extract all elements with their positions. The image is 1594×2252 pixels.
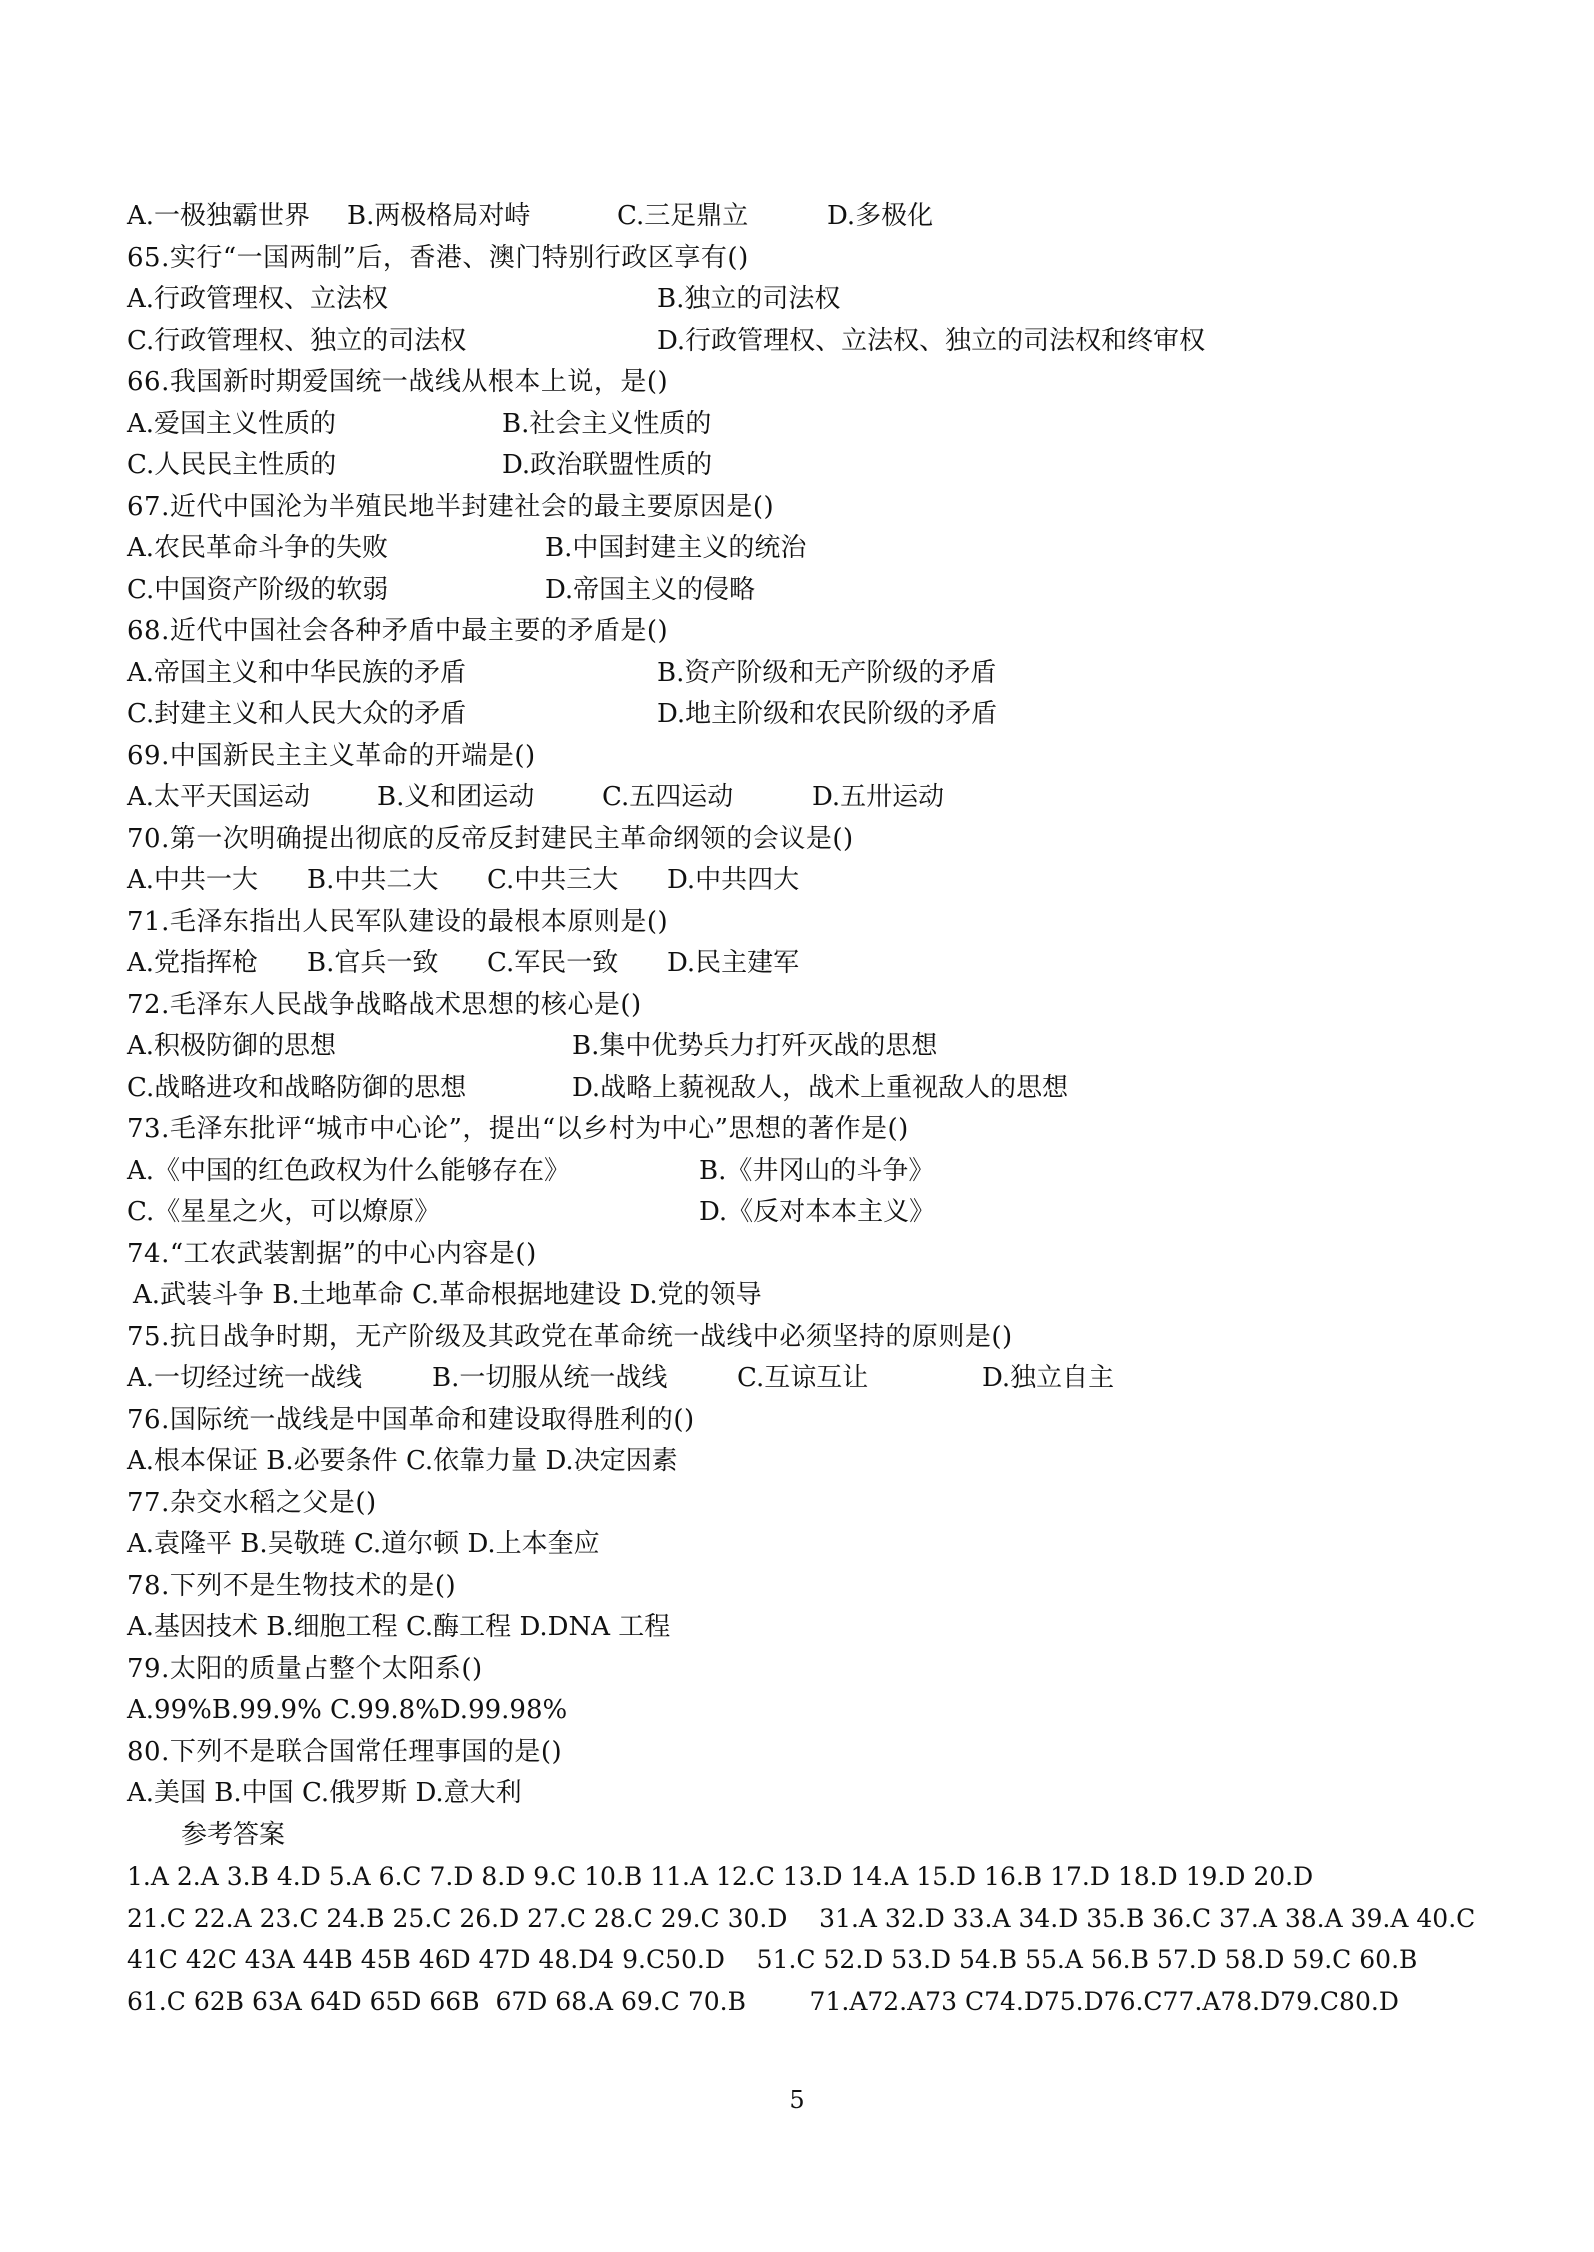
- option-text: B.《井冈山的斗争》: [699, 1155, 935, 1186]
- option-text: C.《星星之火，可以燎原》: [127, 1197, 441, 1227]
- option-text: B.中共二大: [307, 865, 439, 895]
- option-text: D.帝国主义的侵略: [545, 574, 756, 605]
- question-text: 71.毛泽东指出人民军队建设的最根本原则是(): [127, 906, 669, 937]
- options-row: [127, 279, 1507, 321]
- options-row: [127, 1773, 1507, 1815]
- option-text: D.五卅运动: [812, 782, 945, 812]
- options-row: [127, 1026, 1507, 1068]
- option-text: C.封建主义和人民大众的矛盾: [127, 699, 467, 729]
- page-content: [127, 196, 1507, 2022]
- option-text: A.根本保证 B.必要条件 C.依靠力量 D.决定因素: [127, 1446, 678, 1476]
- options-row: [127, 653, 1507, 695]
- question-row: [127, 238, 1507, 280]
- option-text: D.行政管理权、立法权、独立的司法权和终审权: [657, 325, 1206, 356]
- question-row: [127, 1483, 1507, 1525]
- option-text: D.战略上藐视敌人，战术上重视敌人的思想: [572, 1072, 1069, 1103]
- question-text: 76.国际统一战线是中国革命和建设取得胜利的(): [127, 1404, 695, 1435]
- question-row: [127, 1109, 1507, 1151]
- option-text: A.爱国主义性质的: [127, 408, 337, 439]
- option-text: A.99%B.99.9% C.99.8%D.99.98%: [127, 1695, 568, 1725]
- options-row: [127, 1192, 1507, 1234]
- question-row: [127, 985, 1507, 1027]
- question-row: [127, 736, 1507, 778]
- options-row: [127, 321, 1507, 363]
- option-text: A.一极独霸世界: [127, 201, 311, 231]
- options-row: [127, 943, 1507, 985]
- answer-key-heading-row: [127, 1815, 1507, 1857]
- question-text: 70.第一次明确提出彻底的反帝反封建民主革命纲领的会议是(): [127, 823, 854, 854]
- options-row: [127, 1690, 1507, 1732]
- option-text: C.人民民主性质的: [127, 450, 337, 480]
- option-text: C.三足鼎立: [617, 201, 749, 231]
- option-text: B.一切服从统一战线: [432, 1363, 668, 1393]
- question-text: 72.毛泽东人民战争战略战术思想的核心是(): [127, 989, 642, 1020]
- option-text: A.基因技术 B.细胞工程 C.酶工程 D.DNA 工程: [127, 1612, 671, 1642]
- question-text: 68.近代中国社会各种矛盾中最主要的矛盾是(): [127, 616, 669, 646]
- option-text: B.社会主义性质的: [502, 408, 712, 439]
- option-text: A.武装斗争 B.土地革命 C.革命根据地建设 D.党的领导: [133, 1280, 762, 1310]
- question-text: 67.近代中国沦为半殖民地半封建社会的最主要原因是(): [127, 491, 775, 522]
- option-text: B.义和团运动: [377, 782, 535, 812]
- question-row: [127, 1317, 1507, 1359]
- options-row: [127, 1607, 1507, 1649]
- options-row: [127, 1358, 1507, 1400]
- option-text: A.农民革命斗争的失败: [127, 533, 389, 563]
- answer-key-row: [127, 1939, 1507, 1981]
- options-row: [127, 1275, 1507, 1317]
- question-row: [127, 1566, 1507, 1608]
- option-text: B.中国封建主义的统治: [545, 533, 807, 563]
- answer-key-text: 21.C 22.A 23.C 24.B 25.C 26.D 27.C 28.C 29.C 30.D 31.A 32.D 33.A 34.D 35.B 36.C 37.A 38.A 39.A 40.C: [127, 1903, 1476, 1933]
- option-text: D.政治联盟性质的: [502, 450, 713, 480]
- answer-key-heading: 参考答案: [181, 1819, 286, 1850]
- answer-key-row: [127, 1981, 1507, 2023]
- question-text: 66.我国新时期爱国统一战线从根本上说，是(): [127, 367, 669, 397]
- options-row: [127, 404, 1507, 446]
- option-text: A.一切经过统一战线: [127, 1363, 363, 1393]
- option-text: D.民主建军: [667, 948, 800, 978]
- option-text: C.军民一致: [487, 948, 619, 978]
- question-text: 75.抗日战争时期，无产阶级及其政党在革命统一战线中必须坚持的原则是(): [127, 1321, 1013, 1352]
- question-row: [127, 487, 1507, 529]
- option-text: D.中共四大: [667, 865, 800, 895]
- option-text: C.五四运动: [602, 782, 734, 812]
- option-text: D.地主阶级和农民阶级的矛盾: [657, 699, 998, 729]
- option-text: B.集中优势兵力打歼灭战的思想: [572, 1031, 938, 1061]
- option-text: A.帝国主义和中华民族的矛盾: [127, 657, 467, 688]
- option-text: A.美国 B.中国 C.俄罗斯 D.意大利: [127, 1778, 522, 1808]
- question-text: 69.中国新民主主义革命的开端是(): [127, 740, 536, 771]
- question-text: 78.下列不是生物技术的是(): [127, 1570, 457, 1601]
- option-text: B.独立的司法权: [657, 284, 841, 314]
- options-row: [127, 1441, 1507, 1483]
- option-text: B.两极格局对峙: [347, 201, 531, 231]
- question-text: 65.实行“一国两制”后，香港、澳门特别行政区享有(): [127, 242, 749, 273]
- option-text: A.《中国的红色政权为什么能够存在》: [127, 1155, 571, 1186]
- answer-key-row: [127, 1856, 1507, 1898]
- question-text: 77.杂交水稻之父是(): [127, 1487, 377, 1518]
- option-text: B.资产阶级和无产阶级的矛盾: [657, 657, 997, 688]
- question-text: 80.下列不是联合国常任理事国的是(): [127, 1736, 563, 1767]
- option-text: C.互谅互让: [737, 1363, 869, 1393]
- question-row: [127, 1234, 1507, 1276]
- option-text: C.行政管理权、独立的司法权: [127, 325, 467, 356]
- answer-key-text: 61.C 62B 63A 64D 65D 66B 67D 68.A 69.C 70.B 71.A72.A73 C74.D75.D76.C77.A78.D79.C80.D: [127, 1986, 1399, 2016]
- options-row: [127, 1151, 1507, 1193]
- option-text: C.战略进攻和战略防御的思想: [127, 1072, 467, 1103]
- option-text: A.党指挥枪: [127, 948, 259, 978]
- options-row: [127, 445, 1507, 487]
- option-text: D.独立自主: [982, 1363, 1115, 1393]
- option-text: A.中共一大: [127, 865, 259, 895]
- answer-key-text: 41C 42C 43A 44B 45B 46D 47D 48.D4 9.C50.D 51.C 52.D 53.D 54.B 55.A 56.B 57.D 58.D 59.C 60.B: [127, 1945, 1418, 1974]
- question-row: [127, 611, 1507, 653]
- question-text: 79.太阳的质量占整个太阳系(): [127, 1653, 483, 1684]
- options-row: [127, 694, 1507, 736]
- answer-key-row: [127, 1898, 1507, 1940]
- options-row: [127, 196, 1507, 238]
- option-text: C.中共三大: [487, 865, 619, 895]
- page-number: 5: [789, 2086, 805, 2114]
- option-text: A.行政管理权、立法权: [127, 284, 389, 314]
- question-row: [127, 362, 1507, 404]
- options-row: [127, 860, 1507, 902]
- options-row: [127, 570, 1507, 612]
- option-text: A.积极防御的思想: [127, 1031, 337, 1061]
- question-row: [127, 1400, 1507, 1442]
- question-row: [127, 1732, 1507, 1774]
- question-row: [127, 1649, 1507, 1691]
- options-row: [127, 1524, 1507, 1566]
- option-text: D.多极化: [827, 201, 934, 231]
- option-text: B.官兵一致: [307, 948, 439, 978]
- answer-key-text: 1.A 2.A 3.B 4.D 5.A 6.C 7.D 8.D 9.C 10.B 11.A 12.C 13.D 14.A 15.D 16.B 17.D 18.D 19.D 20.D: [127, 1862, 1314, 1891]
- options-row: [127, 528, 1507, 570]
- option-text: D.《反对本本主义》: [699, 1197, 936, 1227]
- options-row: [127, 1068, 1507, 1110]
- question-text: 74.“工农武装割据”的中心内容是(): [127, 1238, 537, 1269]
- option-text: A.袁隆平 B.吴敬琏 C.道尔顿 D.上本奎应: [127, 1529, 600, 1559]
- option-text: C.中国资产阶级的软弱: [127, 574, 389, 605]
- option-text: A.太平天国运动: [127, 782, 311, 812]
- question-text: 73.毛泽东批评“城市中心论”，提出“以乡村为中心”思想的著作是(): [127, 1114, 909, 1144]
- options-row: [127, 777, 1507, 819]
- question-row: [127, 819, 1507, 861]
- question-row: [127, 902, 1507, 944]
